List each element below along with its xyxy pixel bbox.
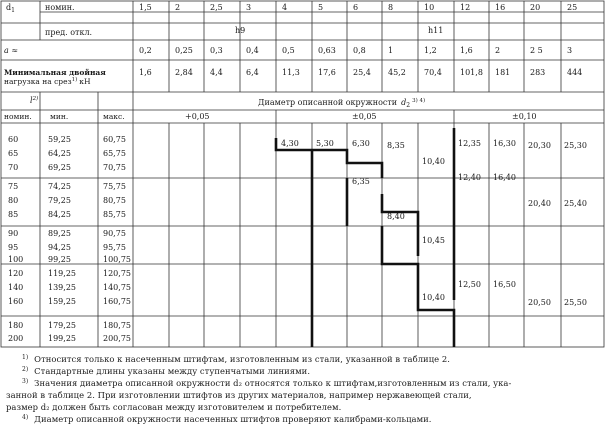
footnote-mark: 3) bbox=[22, 378, 29, 385]
d2-value: 25,40 bbox=[564, 199, 587, 208]
load-value: 70,4 bbox=[424, 68, 442, 77]
d1-label: $d_1$ bbox=[6, 3, 15, 14]
d2-value: 12,35 bbox=[458, 139, 481, 148]
footnote-line bbox=[22, 354, 450, 364]
d2-value: 16,50 bbox=[493, 280, 516, 289]
length-nominal: 120 bbox=[8, 269, 24, 278]
length-min: 79,25 bbox=[48, 196, 71, 205]
d2-value: 20,30 bbox=[528, 141, 551, 150]
length-nominal: 95 bbox=[8, 243, 19, 252]
length-nominal: 160 bbox=[8, 297, 24, 306]
nominal-diameter: 2 bbox=[175, 3, 181, 12]
footnote-text: размер d₂ должен быть согласован между изготовителем и потребителем. bbox=[6, 402, 342, 412]
deviation-3: ±0,10 bbox=[512, 112, 537, 121]
d2-value: 25,30 bbox=[564, 141, 587, 150]
footnote-mark: 2) bbox=[22, 366, 29, 373]
a-value: 0,2 bbox=[139, 46, 152, 55]
d2-value: 10,45 bbox=[422, 236, 445, 245]
nominal-diameter: 4 bbox=[282, 3, 288, 12]
load-label-2: нагрузка на срез$^{1)}$ кН bbox=[4, 77, 91, 86]
nominal-diameter: 3 bbox=[246, 3, 252, 12]
length-nominal: 180 bbox=[8, 321, 24, 330]
footnote-line bbox=[22, 366, 310, 376]
length-nominal: 100 bbox=[8, 255, 24, 264]
load-label-1: Минимальная двойная bbox=[4, 68, 106, 77]
d2-value: 8,40 bbox=[387, 212, 405, 221]
a-value: 1,6 bbox=[460, 46, 473, 55]
nominal-diameter: 16 bbox=[495, 3, 506, 12]
a-value: 0,25 bbox=[175, 46, 193, 55]
length-nominal: 200 bbox=[8, 334, 24, 343]
length-min: 99,25 bbox=[48, 255, 71, 264]
nominal-diameter: 25 bbox=[567, 3, 578, 12]
load-value: 4,4 bbox=[210, 68, 223, 77]
length-nominal: 65 bbox=[8, 149, 19, 158]
footnote-line bbox=[6, 390, 472, 400]
nominal-diameter: 5 bbox=[318, 3, 324, 12]
load-value: 45,2 bbox=[388, 68, 406, 77]
table-header bbox=[4, 3, 537, 121]
d2-value: 16,30 bbox=[493, 139, 516, 148]
length-nominal: 85 bbox=[8, 210, 19, 219]
d2-value: 12,40 bbox=[458, 173, 481, 182]
footnote-text: Диаметр описанной окружности насеченных штифтов проверяют калибрами-кольцами. bbox=[34, 414, 432, 424]
nominal-diameter: 1,5 bbox=[139, 3, 152, 12]
length-nominal: 60 bbox=[8, 135, 19, 144]
d2-value: 6,35 bbox=[352, 177, 370, 186]
d2-value: 8,35 bbox=[387, 141, 405, 150]
d2-title: Диаметр описанной окружности $d_2^{3) 4)}$ bbox=[258, 98, 426, 109]
d2-value: 10,40 bbox=[422, 293, 445, 302]
length-max: 90,75 bbox=[103, 229, 126, 238]
d2-value: 6,30 bbox=[352, 139, 370, 148]
tol-h11: h11 bbox=[428, 26, 444, 35]
a-value: 2 bbox=[495, 46, 501, 55]
length-nominal: 75 bbox=[8, 182, 19, 191]
footnote-text: Относится только к насеченным штифтам, изготовленным из стали, указанной в таблице 2. bbox=[34, 354, 450, 364]
length-min: 64,25 bbox=[48, 149, 71, 158]
length-nominal: 70 bbox=[8, 163, 19, 172]
footnote-mark: 4) bbox=[22, 414, 29, 421]
nominal-diameter: 10 bbox=[424, 3, 435, 12]
tol-h9: h9 bbox=[235, 26, 246, 35]
a-label: a ≈ bbox=[4, 46, 19, 55]
length-min: 94,25 bbox=[48, 243, 71, 252]
length-max: 65,75 bbox=[103, 149, 126, 158]
deviation-1: +0,05 bbox=[185, 112, 210, 121]
nominal-diameter: 6 bbox=[353, 3, 359, 12]
load-value: 17,6 bbox=[318, 68, 336, 77]
load-value: 101,8 bbox=[460, 68, 483, 77]
d2-value: 25,50 bbox=[564, 298, 587, 307]
length-max: 60,75 bbox=[103, 135, 126, 144]
d2-value: 16,40 bbox=[493, 173, 516, 182]
a-value: 1,2 bbox=[424, 46, 437, 55]
load-value: 283 bbox=[530, 68, 546, 77]
a-value: 2 5 bbox=[530, 46, 543, 55]
footnote-line bbox=[22, 414, 432, 424]
footnote-text: занной в таблице 2. При изготовлении штифтов из других материалов, например нержавеющей стали, bbox=[6, 390, 472, 400]
length-min: 139,25 bbox=[48, 283, 76, 292]
load-value: 181 bbox=[495, 68, 511, 77]
length-max: 180,75 bbox=[103, 321, 131, 330]
tolerance-label: пред. откл. bbox=[45, 28, 93, 37]
a-value: 0,8 bbox=[353, 46, 366, 55]
d2-value: 12,50 bbox=[458, 280, 481, 289]
d2-value: 4,30 bbox=[281, 139, 299, 148]
length-max: 200,75 bbox=[103, 334, 131, 343]
footnote-mark: 1) bbox=[22, 354, 29, 361]
length-max: 75,75 bbox=[103, 182, 126, 191]
d2-value: 20,50 bbox=[528, 298, 551, 307]
length-max: 160,75 bbox=[103, 297, 131, 306]
length-max: 70,75 bbox=[103, 163, 126, 172]
d2-value: 10,40 bbox=[422, 157, 445, 166]
load-value: 1,6 bbox=[139, 68, 152, 77]
load-value: 6,4 bbox=[246, 68, 259, 77]
nominal-diameter: 2,5 bbox=[210, 3, 223, 12]
length-max: 100,75 bbox=[103, 255, 131, 264]
load-value: 2,84 bbox=[175, 68, 193, 77]
footnote-text: Значения диаметра описанной окружности d₂ относятся только к штифтам,изготовленным из стали, ука- bbox=[34, 378, 512, 388]
nominal-label: номин. bbox=[45, 3, 75, 12]
length-max: 140,75 bbox=[103, 283, 131, 292]
length-min: 84,25 bbox=[48, 210, 71, 219]
a-value: 0,63 bbox=[318, 46, 336, 55]
a-value: 0,5 bbox=[282, 46, 295, 55]
footnote-line bbox=[6, 402, 341, 412]
length-nominal: 90 bbox=[8, 229, 19, 238]
l-col-min: мин. bbox=[50, 112, 69, 121]
length-min: 199,25 bbox=[48, 334, 76, 343]
footnote-text: Стандартные длины указаны между ступенчатыми линиями. bbox=[34, 366, 311, 376]
deviation-2: ±0,05 bbox=[352, 112, 377, 121]
length-min: 179,25 bbox=[48, 321, 76, 330]
a-value: 0,4 bbox=[246, 46, 259, 55]
length-max: 95,75 bbox=[103, 243, 126, 252]
l-col-max: макс. bbox=[103, 112, 125, 121]
length-nominal: 140 bbox=[8, 283, 24, 292]
l-col-nominal: номин. bbox=[4, 112, 32, 121]
length-min: 74,25 bbox=[48, 182, 71, 191]
length-nominal: 80 bbox=[8, 196, 19, 205]
length-max: 80,75 bbox=[103, 196, 126, 205]
length-min: 159,25 bbox=[48, 297, 76, 306]
d2-value: 20,40 bbox=[528, 199, 551, 208]
nominal-diameter: 20 bbox=[530, 3, 541, 12]
length-max: 120,75 bbox=[103, 269, 131, 278]
load-value: 11,3 bbox=[282, 68, 300, 77]
load-value: 25,4 bbox=[353, 68, 371, 77]
nominal-diameter: 8 bbox=[388, 3, 394, 12]
d2-value: 5,30 bbox=[316, 139, 334, 148]
a-value: 0,3 bbox=[210, 46, 223, 55]
length-min: 69,25 bbox=[48, 163, 71, 172]
a-value: 1 bbox=[388, 46, 394, 55]
a-value: 3 bbox=[567, 46, 573, 55]
length-max: 85,75 bbox=[103, 210, 126, 219]
length-min: 89,25 bbox=[48, 229, 71, 238]
l-label: $l^{2)}$ bbox=[30, 96, 39, 105]
nominal-diameter: 12 bbox=[460, 3, 471, 12]
load-value: 444 bbox=[567, 68, 583, 77]
length-min: 59,25 bbox=[48, 135, 71, 144]
length-min: 119,25 bbox=[48, 269, 76, 278]
footnote-line bbox=[22, 378, 511, 388]
